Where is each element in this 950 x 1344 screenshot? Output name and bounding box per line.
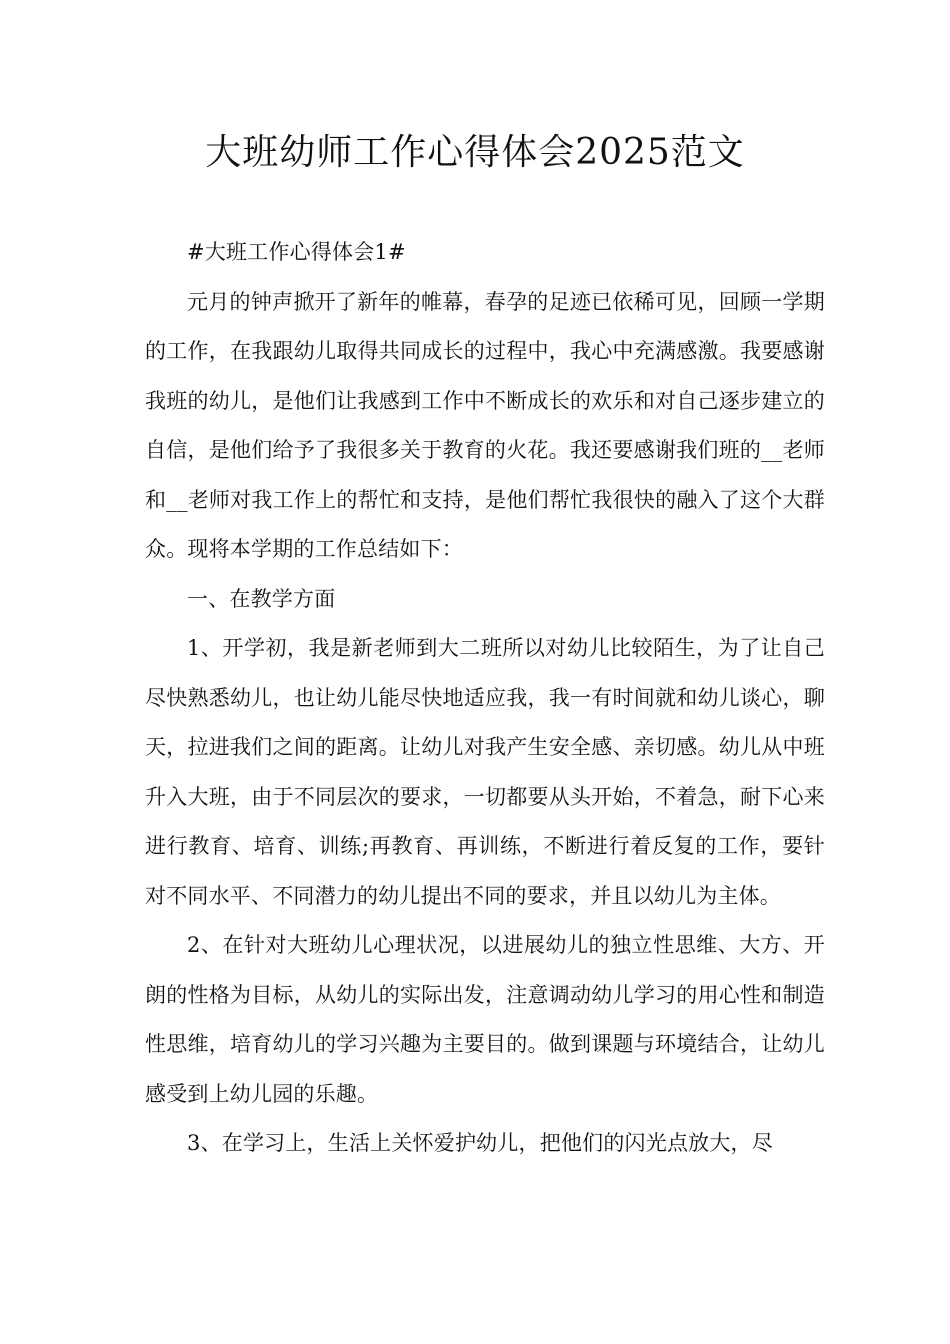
teaching-item-3: 3、在学习上，生活上关怀爱护幼儿，把他们的闪光点放大，尽 — [187, 1131, 773, 1155]
intro-paragraph: 元月的钟声掀开了新年的帷幕，春孕的足迹已依稀可见，回顾一学期的工作，在我跟幼儿取得共同成长的过程中，我心中充满感激。我要感谢我班的幼儿，是他们让我感到工作中不断成长的欢乐和对自己逐步建立的自信，是他们给予了我很多关于教育的火花。我还要感谢我们班的__老师和__老师对我工作上的帮忙和支持，是他们帮忙我很快的融入了这个大群众。现将本学期的工作总结如下： — [145, 289, 825, 561]
teaching-item-2: 2、在针对大班幼儿心理状况，以进展幼儿的独立性思维、大方、开朗的性格为目标，从幼儿的实际出发，注意调动幼儿学习的用心性和制造性思维，培育幼儿的学习兴趣为主要目的。做到课题与环境结合，让幼儿感受到上幼儿园的乐趣。 — [145, 933, 825, 1106]
section-heading-1: #大班工作心得体会1# — [187, 240, 406, 264]
document-body — [145, 228, 825, 1169]
teaching-heading: 一、在教学方面 — [187, 586, 336, 611]
document-title: 大班幼师工作心得体会2025范文 — [205, 132, 745, 173]
teaching-item-1: 1、开学初，我是新老师到大二班所以对幼儿比较陌生，为了让自己尽快熟悉幼儿，也让幼儿能尽快地适应我，我一有时间就和幼儿谈心，聊天，拉进我们之间的距离。让幼儿对我产生安全感、亲切感。幼儿从中班升入大班，由于不同层次的要求，一切都要从头开始，不着急，耐下心来进行教育、培育、训练;再教育、再训练，不断进行着反复的工作，要针对不同水平、不同潜力的幼儿提出不同的要求，并且以幼儿为主体。 — [145, 636, 825, 908]
